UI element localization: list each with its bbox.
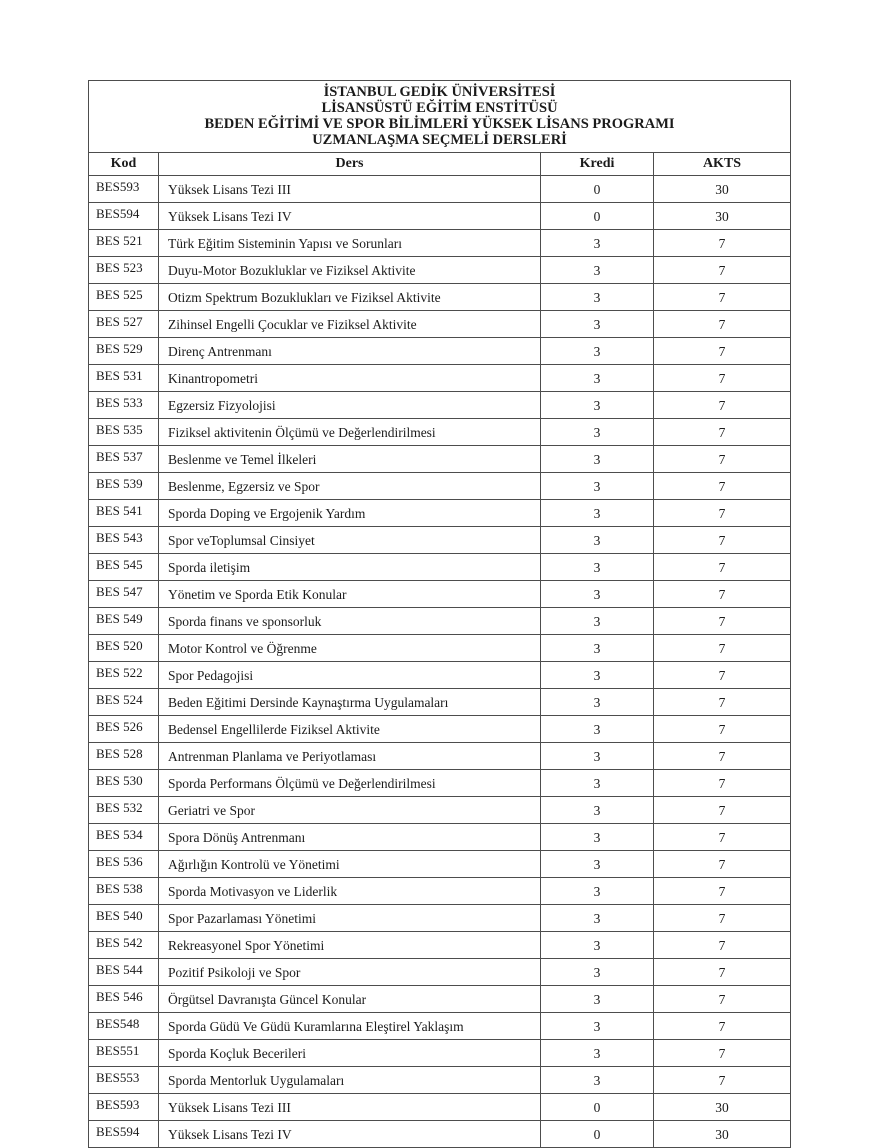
cell-kod: BES 529 xyxy=(89,338,159,365)
table-row xyxy=(89,446,791,473)
cell-kod: BES 532 xyxy=(89,797,159,824)
cell-kod: BES 520 xyxy=(89,635,159,662)
cell-kredi: 3 xyxy=(541,770,654,797)
title-line-program: BEDEN EĞİTİMİ VE SPOR BİLİMLERİ YÜKSEK LİSANS PROGRAMI xyxy=(204,116,675,132)
table-row xyxy=(89,392,791,419)
cell-akts: 7 xyxy=(654,419,791,446)
cell-kredi: 3 xyxy=(541,446,654,473)
cell-akts: 7 xyxy=(654,986,791,1013)
title-row xyxy=(89,81,791,153)
cell-ders: Sporda Güdü Ve Güdü Kuramlarına Eleştirel Yaklaşım xyxy=(159,1013,541,1040)
cell-kod: BES 536 xyxy=(89,851,159,878)
cell-akts: 30 xyxy=(654,1094,791,1121)
table-row xyxy=(89,311,791,338)
cell-kod: BES 525 xyxy=(89,284,159,311)
cell-kod: BES 540 xyxy=(89,905,159,932)
cell-kod: BES 546 xyxy=(89,986,159,1013)
cell-kod: BES548 xyxy=(89,1013,159,1040)
table-row xyxy=(89,554,791,581)
cell-akts: 7 xyxy=(654,581,791,608)
cell-ders: Duyu-Motor Bozukluklar ve Fiziksel Aktivite xyxy=(159,257,541,284)
cell-akts: 7 xyxy=(654,230,791,257)
cell-kredi: 3 xyxy=(541,419,654,446)
course-table xyxy=(88,80,791,1148)
cell-ders: Rekreasyonel Spor Yönetimi xyxy=(159,932,541,959)
cell-ders: Zihinsel Engelli Çocuklar ve Fiziksel Aktivite xyxy=(159,311,541,338)
table-row xyxy=(89,932,791,959)
cell-kredi: 3 xyxy=(541,230,654,257)
cell-kod: BES551 xyxy=(89,1040,159,1067)
cell-akts: 7 xyxy=(654,527,791,554)
cell-kredi: 3 xyxy=(541,257,654,284)
table-row xyxy=(89,176,791,203)
table-row xyxy=(89,203,791,230)
cell-kod: BES 547 xyxy=(89,581,159,608)
cell-akts: 30 xyxy=(654,1121,791,1148)
cell-kredi: 3 xyxy=(541,851,654,878)
cell-kod: BES 535 xyxy=(89,419,159,446)
cell-akts: 7 xyxy=(654,824,791,851)
cell-kredi: 0 xyxy=(541,176,654,203)
cell-kod: BES 521 xyxy=(89,230,159,257)
table-row xyxy=(89,716,791,743)
table-row xyxy=(89,1040,791,1067)
cell-akts: 30 xyxy=(654,176,791,203)
cell-ders: Pozitif Psikoloji ve Spor xyxy=(159,959,541,986)
cell-kod: BES 530 xyxy=(89,770,159,797)
cell-ders: Spor veToplumsal Cinsiyet xyxy=(159,527,541,554)
table-row xyxy=(89,986,791,1013)
cell-kredi: 3 xyxy=(541,797,654,824)
cell-ders: Kinantropometri xyxy=(159,365,541,392)
cell-kod: BES 542 xyxy=(89,932,159,959)
table-row xyxy=(89,527,791,554)
cell-kod: BES 533 xyxy=(89,392,159,419)
cell-ders: Sporda iletişim xyxy=(159,554,541,581)
cell-kredi: 3 xyxy=(541,662,654,689)
cell-kredi: 0 xyxy=(541,1121,654,1148)
cell-ders: Otizm Spektrum Bozuklukları ve Fiziksel Aktivite xyxy=(159,284,541,311)
cell-ders: Sporda Performans Ölçümü ve Değerlendirilmesi xyxy=(159,770,541,797)
cell-kod: BES 523 xyxy=(89,257,159,284)
table-row xyxy=(89,257,791,284)
table-row xyxy=(89,608,791,635)
cell-ders: Spor Pedagojisi xyxy=(159,662,541,689)
cell-kredi: 3 xyxy=(541,716,654,743)
cell-kod: BES 537 xyxy=(89,446,159,473)
cell-kredi: 3 xyxy=(541,338,654,365)
column-header-kredi: Kredi xyxy=(541,153,654,176)
table-row xyxy=(89,581,791,608)
cell-ders: Yönetim ve Sporda Etik Konular xyxy=(159,581,541,608)
cell-kredi: 3 xyxy=(541,878,654,905)
cell-kod: BES 522 xyxy=(89,662,159,689)
cell-ders: Bedensel Engellilerde Fiziksel Aktivite xyxy=(159,716,541,743)
title-line-institute: LİSANSÜSTÜ EĞİTİM ENSTİTÜSÜ xyxy=(321,100,558,116)
cell-akts: 7 xyxy=(654,392,791,419)
cell-ders: Spora Dönüş Antrenmanı xyxy=(159,824,541,851)
cell-ders: Egzersiz Fizyolojisi xyxy=(159,392,541,419)
cell-akts: 7 xyxy=(654,338,791,365)
table-row xyxy=(89,959,791,986)
cell-akts: 30 xyxy=(654,203,791,230)
cell-akts: 7 xyxy=(654,1067,791,1094)
cell-kredi: 3 xyxy=(541,959,654,986)
table-row xyxy=(89,473,791,500)
cell-kredi: 0 xyxy=(541,1094,654,1121)
cell-kredi: 3 xyxy=(541,500,654,527)
cell-ders: Spor Pazarlaması Yönetimi xyxy=(159,905,541,932)
table-row xyxy=(89,365,791,392)
table-row xyxy=(89,662,791,689)
table-row xyxy=(89,689,791,716)
cell-akts: 7 xyxy=(654,257,791,284)
cell-akts: 7 xyxy=(654,473,791,500)
table-row xyxy=(89,230,791,257)
cell-kredi: 3 xyxy=(541,311,654,338)
cell-ders: Yüksek Lisans Tezi IV xyxy=(159,203,541,230)
table-row xyxy=(89,1067,791,1094)
cell-kod: BES 534 xyxy=(89,824,159,851)
column-header-ders: Ders xyxy=(159,153,541,176)
cell-ders: Antrenman Planlama ve Periyotlaması xyxy=(159,743,541,770)
cell-kredi: 3 xyxy=(541,527,654,554)
table-row xyxy=(89,338,791,365)
cell-ders: Sporda Motivasyon ve Liderlik xyxy=(159,878,541,905)
cell-akts: 7 xyxy=(654,446,791,473)
table-row xyxy=(89,743,791,770)
cell-akts: 7 xyxy=(654,365,791,392)
cell-kredi: 3 xyxy=(541,743,654,770)
table-row xyxy=(89,905,791,932)
cell-ders: Yüksek Lisans Tezi III xyxy=(159,176,541,203)
cell-ders: Beden Eğitimi Dersinde Kaynaştırma Uygulamaları xyxy=(159,689,541,716)
cell-kod: BES 538 xyxy=(89,878,159,905)
table-row xyxy=(89,419,791,446)
table-row xyxy=(89,851,791,878)
cell-kod: BES 545 xyxy=(89,554,159,581)
cell-kredi: 3 xyxy=(541,554,654,581)
cell-akts: 7 xyxy=(654,500,791,527)
cell-kredi: 3 xyxy=(541,392,654,419)
cell-kredi: 0 xyxy=(541,203,654,230)
title-line-university: İSTANBUL GEDİK ÜNİVERSİTESİ xyxy=(323,84,556,100)
title-line-subtitle: UZMANLAŞMA SEÇMELİ DERSLERİ xyxy=(312,132,567,148)
table-row xyxy=(89,500,791,527)
document-title xyxy=(89,81,791,153)
cell-akts: 7 xyxy=(654,1040,791,1067)
cell-akts: 7 xyxy=(654,851,791,878)
cell-akts: 7 xyxy=(654,284,791,311)
table-row xyxy=(89,1121,791,1148)
cell-kod: BES 528 xyxy=(89,743,159,770)
cell-akts: 7 xyxy=(654,689,791,716)
cell-akts: 7 xyxy=(654,554,791,581)
cell-ders: Geriatri ve Spor xyxy=(159,797,541,824)
cell-kod: BES593 xyxy=(89,176,159,203)
cell-kod: BES 531 xyxy=(89,365,159,392)
cell-kod: BES 549 xyxy=(89,608,159,635)
cell-kod: BES594 xyxy=(89,1121,159,1148)
cell-akts: 7 xyxy=(654,1013,791,1040)
cell-ders: Örgütsel Davranışta Güncel Konular xyxy=(159,986,541,1013)
cell-akts: 7 xyxy=(654,932,791,959)
cell-kod: BES 539 xyxy=(89,473,159,500)
cell-ders: Sporda Mentorluk Uygulamaları xyxy=(159,1067,541,1094)
cell-akts: 7 xyxy=(654,662,791,689)
cell-ders: Sporda Koçluk Becerileri xyxy=(159,1040,541,1067)
cell-kod: BES 544 xyxy=(89,959,159,986)
table-row xyxy=(89,878,791,905)
cell-akts: 7 xyxy=(654,311,791,338)
cell-ders: Yüksek Lisans Tezi IV xyxy=(159,1121,541,1148)
table-row xyxy=(89,1094,791,1121)
cell-kredi: 3 xyxy=(541,1013,654,1040)
cell-kod: BES 527 xyxy=(89,311,159,338)
cell-ders: Motor Kontrol ve Öğrenme xyxy=(159,635,541,662)
cell-akts: 7 xyxy=(654,743,791,770)
cell-akts: 7 xyxy=(654,878,791,905)
cell-kredi: 3 xyxy=(541,581,654,608)
cell-kredi: 3 xyxy=(541,689,654,716)
cell-akts: 7 xyxy=(654,797,791,824)
cell-kod: BES 543 xyxy=(89,527,159,554)
column-header-row xyxy=(89,153,791,176)
cell-akts: 7 xyxy=(654,959,791,986)
column-header-kod: Kod xyxy=(89,153,159,176)
cell-akts: 7 xyxy=(654,770,791,797)
cell-kredi: 3 xyxy=(541,905,654,932)
table-row xyxy=(89,284,791,311)
cell-kredi: 3 xyxy=(541,284,654,311)
cell-kod: BES 541 xyxy=(89,500,159,527)
cell-akts: 7 xyxy=(654,716,791,743)
table-row xyxy=(89,770,791,797)
cell-kredi: 3 xyxy=(541,1040,654,1067)
cell-ders: Beslenme ve Temel İlkeleri xyxy=(159,446,541,473)
cell-ders: Ağırlığın Kontrolü ve Yönetimi xyxy=(159,851,541,878)
cell-kod: BES 526 xyxy=(89,716,159,743)
table-row xyxy=(89,797,791,824)
cell-ders: Türk Eğitim Sisteminin Yapısı ve Sorunları xyxy=(159,230,541,257)
cell-akts: 7 xyxy=(654,608,791,635)
cell-kredi: 3 xyxy=(541,635,654,662)
cell-kredi: 3 xyxy=(541,1067,654,1094)
cell-ders: Sporda Doping ve Ergojenik Yardım xyxy=(159,500,541,527)
cell-ders: Beslenme, Egzersiz ve Spor xyxy=(159,473,541,500)
cell-kod: BES593 xyxy=(89,1094,159,1121)
cell-kod: BES553 xyxy=(89,1067,159,1094)
cell-kredi: 3 xyxy=(541,932,654,959)
column-header-akts: AKTS xyxy=(654,153,791,176)
cell-kod: BES 524 xyxy=(89,689,159,716)
cell-ders: Sporda finans ve sponsorluk xyxy=(159,608,541,635)
cell-ders: Fiziksel aktivitenin Ölçümü ve Değerlendirilmesi xyxy=(159,419,541,446)
cell-ders: Direnç Antrenmanı xyxy=(159,338,541,365)
cell-kredi: 3 xyxy=(541,473,654,500)
cell-ders: Yüksek Lisans Tezi III xyxy=(159,1094,541,1121)
cell-akts: 7 xyxy=(654,635,791,662)
cell-kredi: 3 xyxy=(541,824,654,851)
cell-kod: BES594 xyxy=(89,203,159,230)
cell-kredi: 3 xyxy=(541,365,654,392)
cell-akts: 7 xyxy=(654,905,791,932)
table-row xyxy=(89,824,791,851)
table-row xyxy=(89,635,791,662)
table-row xyxy=(89,1013,791,1040)
cell-kredi: 3 xyxy=(541,608,654,635)
cell-kredi: 3 xyxy=(541,986,654,1013)
